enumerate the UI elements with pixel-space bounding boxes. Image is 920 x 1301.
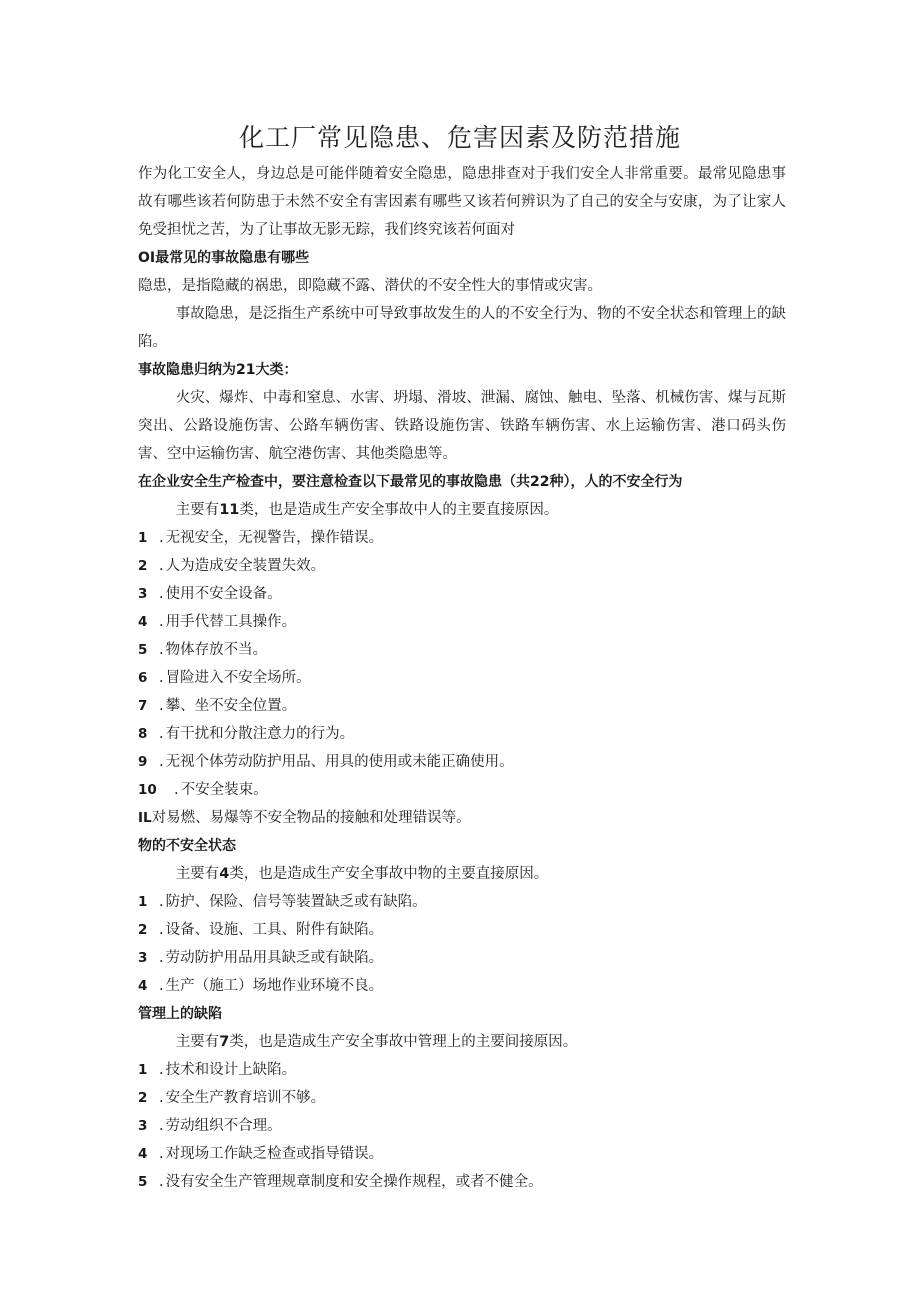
list-item-text: 生产（施工）场地作业环境不良。 bbox=[165, 978, 384, 994]
list-item-number: 10 bbox=[138, 782, 157, 798]
list-item-text: 劳动组织不合理。 bbox=[165, 1118, 282, 1134]
list-item-mark: . bbox=[159, 1090, 164, 1106]
list-item-number: 7 bbox=[138, 698, 148, 714]
section5-intro-pre: 主要有 bbox=[175, 1034, 220, 1050]
list-item-mark: . bbox=[159, 1118, 164, 1134]
section4-intro-pre: 主要有 bbox=[175, 866, 220, 882]
list-item-text: 技术和设计上缺陷。 bbox=[165, 1062, 297, 1078]
list-item-mark: . bbox=[159, 1146, 164, 1162]
list-item-number: 6 bbox=[138, 670, 148, 686]
list-item-mark: . bbox=[159, 754, 164, 770]
list-item bbox=[138, 636, 786, 664]
list-item-text: 没有安全生产管理规章制度和安全操作规程，或者不健全。 bbox=[165, 1174, 543, 1190]
section3-intro-count: 11 bbox=[219, 502, 240, 518]
section2-paragraph: 火灾、爆炸、中毒和窒息、水害、坍塌、滑坡、泄漏、腐蚀、触电、坠落、机械伤害、煤与瓦斯突出、公路设施伤害、公路车辆伤害、铁路设施伤害、铁路车辆伤害、水上运输伤害、港口码头伤害、空中运输伤害、航空港伤害、其他类隐患等。 bbox=[138, 390, 786, 462]
list-item-number: 2 bbox=[138, 558, 148, 574]
list-item-text: 对现场工作缺乏检查或指导错误。 bbox=[165, 1146, 384, 1162]
list-item bbox=[138, 1084, 786, 1112]
list-item bbox=[138, 776, 786, 804]
list-item bbox=[138, 944, 786, 972]
list-item-number: 9 bbox=[138, 754, 148, 770]
section5-intro-post: 类，也是造成生产安全事故中管理上的主要间接原因。 bbox=[229, 1034, 578, 1050]
list-item-mark: . bbox=[159, 894, 164, 910]
list-item-number: 1 bbox=[138, 894, 148, 910]
list-item bbox=[138, 1140, 786, 1168]
list-item-mark: . bbox=[159, 978, 164, 994]
list-item bbox=[138, 748, 786, 776]
list-item-text: 冒险进入不安全场所。 bbox=[165, 670, 311, 686]
list-item-text: 攀、坐不安全位置。 bbox=[165, 698, 297, 714]
section1-heading: OI最常见的事故隐患有哪些 bbox=[138, 250, 310, 266]
list-item-number: 1 bbox=[138, 1062, 148, 1078]
list-item-number: 1 bbox=[138, 530, 148, 546]
list-item bbox=[138, 552, 786, 580]
list-item-text: 人为造成安全装置失效。 bbox=[165, 558, 326, 574]
list-item-text: 对易燃、易爆等不安全物品的接触和处理错误等。 bbox=[151, 810, 471, 826]
section3-intro-pre: 主要有 bbox=[175, 502, 220, 518]
list-item bbox=[138, 664, 786, 692]
list-item bbox=[138, 972, 786, 1000]
list-item bbox=[138, 1168, 786, 1196]
section1-paragraph-1: 隐患，是指隐藏的祸患，即隐藏不露、潜伏的不安全性大的事情或灾害。 bbox=[138, 278, 602, 294]
list-item bbox=[138, 1112, 786, 1140]
list-item-number: 4 bbox=[138, 978, 148, 994]
list-item bbox=[138, 804, 786, 832]
list-item-number: 4 bbox=[138, 614, 148, 630]
list-item-text: 无视安全，无视警告，操作错误。 bbox=[165, 530, 384, 546]
list-item-text: 不安全装束。 bbox=[180, 782, 268, 798]
list-item-mark: . bbox=[159, 950, 164, 966]
list-item-mark: . bbox=[159, 922, 164, 938]
section5-intro bbox=[138, 1028, 786, 1056]
list-item-number: 3 bbox=[138, 950, 148, 966]
list-item-mark: . bbox=[174, 782, 179, 798]
section4-intro bbox=[138, 860, 786, 888]
list-item bbox=[138, 720, 786, 748]
section3-intro bbox=[138, 496, 786, 524]
section3-intro-post: 类，也是造成生产安全事故中人的主要直接原因。 bbox=[239, 502, 559, 518]
section3-heading: 在企业安全生产检查中，要注意检查以下最常见的事故隐患（共22种），人的不安全行为 bbox=[138, 474, 683, 490]
list-item-number: 2 bbox=[138, 922, 148, 938]
list-item-number: 3 bbox=[138, 586, 148, 602]
section4-heading: 物的不安全状态 bbox=[138, 838, 236, 854]
list-item-mark: . bbox=[159, 614, 164, 630]
list-item-number: 8 bbox=[138, 726, 148, 742]
list-item-mark: . bbox=[159, 642, 164, 658]
list-item-mark: . bbox=[159, 670, 164, 686]
list-item-text: 使用不安全设备。 bbox=[165, 586, 282, 602]
list-item-text: 安全生产教育培训不够。 bbox=[165, 1090, 326, 1106]
list-item-number: 2 bbox=[138, 1090, 148, 1106]
list-item-number: 4 bbox=[138, 1146, 148, 1162]
section2-heading: 事故隐患归纳为21大类： bbox=[138, 362, 298, 378]
list-item-text: 无视个体劳动防护用品、用具的使用或未能正确使用。 bbox=[165, 754, 514, 770]
list-item bbox=[138, 692, 786, 720]
section1-paragraph-2: 事故隐患，是泛指生产系统中可导致事故发生的人的不安全行为、物的不安全状态和管理上的缺陷。 bbox=[138, 306, 786, 350]
list-item-number: 3 bbox=[138, 1118, 148, 1134]
list-item-number: 5 bbox=[138, 642, 148, 658]
section5-intro-count: 7 bbox=[219, 1034, 230, 1050]
section5-heading: 管理上的缺陷 bbox=[138, 1006, 222, 1022]
list-item bbox=[138, 1056, 786, 1084]
list-item-number: IL bbox=[138, 810, 152, 826]
list-item-mark: . bbox=[159, 726, 164, 742]
list-item-mark: . bbox=[159, 1062, 164, 1078]
document-title: 化工厂常见隐患、危害因素及防范措施 bbox=[238, 123, 681, 152]
list-item-mark: . bbox=[159, 530, 164, 546]
list-item bbox=[138, 888, 786, 916]
list-item-mark: . bbox=[159, 1174, 164, 1190]
list-item bbox=[138, 580, 786, 608]
list-item-text: 用手代替工具操作。 bbox=[165, 614, 297, 630]
list-item-text: 物体存放不当。 bbox=[165, 642, 268, 658]
list-item-mark: . bbox=[159, 586, 164, 602]
list-item-text: 设备、设施、工具、附件有缺陷。 bbox=[165, 922, 384, 938]
list-item-mark: . bbox=[159, 698, 164, 714]
list-item bbox=[138, 916, 786, 944]
list-item-text: 防护、保险、信号等装置缺乏或有缺陷。 bbox=[165, 894, 427, 910]
intro-paragraph: 作为化工安全人，身边总是可能伴随着安全隐患，隐患排查对于我们安全人非常重要。最常见隐患事故有哪些该若何防患于未然不安全有害因素有哪些又该若何辨识为了自己的安全与安康，为了让家人免受担忧之苦，为了让事故无影无踪，我们终究该若何面对 bbox=[138, 166, 786, 238]
section4-intro-post: 类，也是造成生产安全事故中物的主要直接原因。 bbox=[229, 866, 549, 882]
list-item bbox=[138, 524, 786, 552]
list-item-text: 劳动防护用品用具缺乏或有缺陷。 bbox=[165, 950, 384, 966]
list-item bbox=[138, 608, 786, 636]
list-item-text: 有干扰和分散注意力的行为。 bbox=[165, 726, 355, 742]
document-body bbox=[138, 160, 786, 1196]
list-item-mark: . bbox=[159, 558, 164, 574]
list-item-number: 5 bbox=[138, 1174, 148, 1190]
section4-intro-count: 4 bbox=[219, 866, 230, 882]
